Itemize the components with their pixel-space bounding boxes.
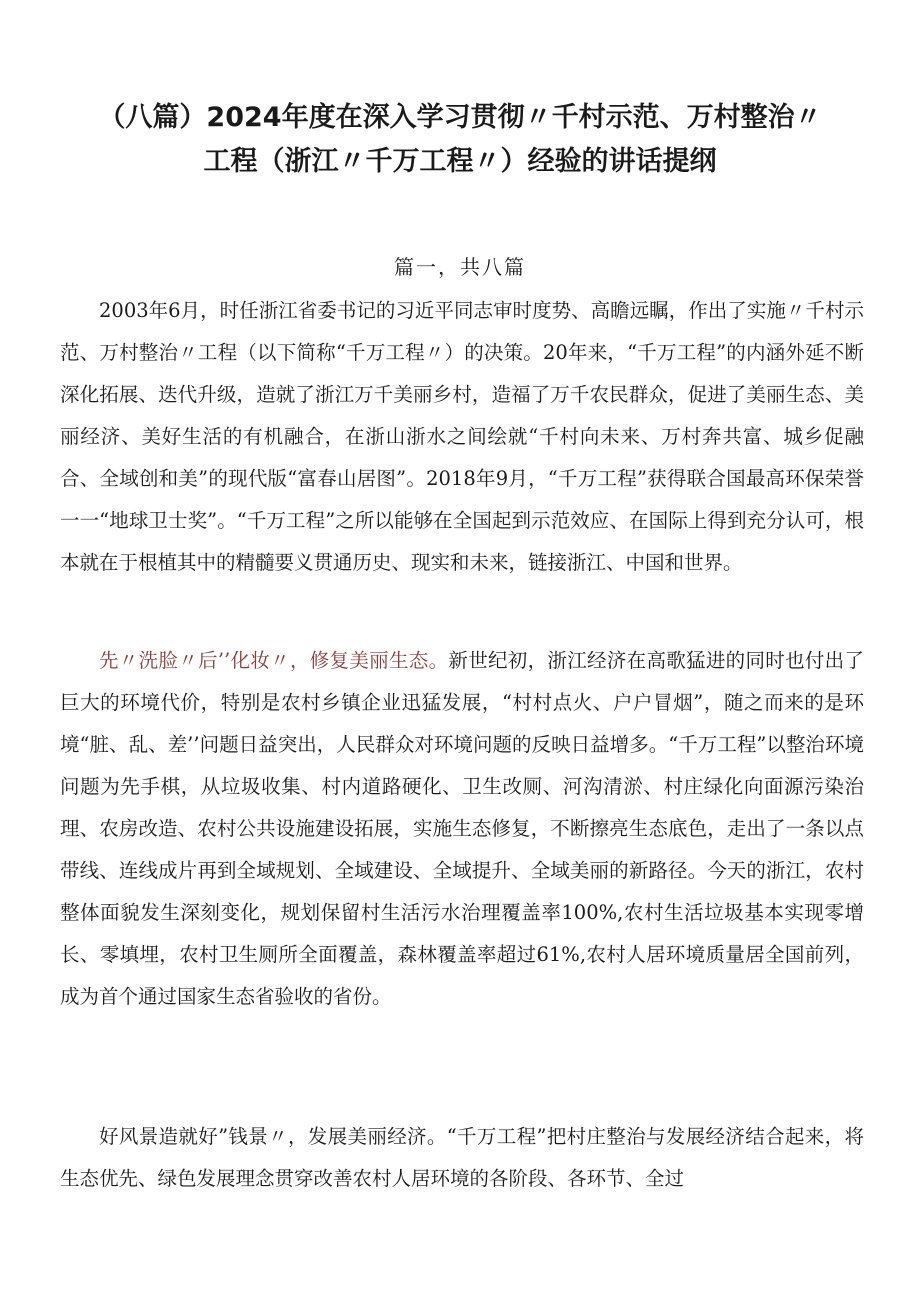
paragraph-1-text: 2003年6月，时任浙江省委书记的习近平同志审时度势、高瞻远瞩，作出了实施〃千村示范、万村整治〃工程（以下简称“千万工程〃）的决策。20年来，“千万工程”的内涵外延不断深化拓展、迭代升级，造就了浙江万千美丽乡村，造福了万千农民群众，促进了美丽生态、美丽经济、美好生活的有机融合，在浙山浙水之间绘就“千村向未来、万村奔共富、城乡促融合、全域创和美”的现代版“富春山居图”。2018年9月，“千万工程”获得联合国最高环保荣誉一一“地球卫士奖”。“千万工程”之所以能够在全国起到示范效应、在国际上得到充分认可，根本就在于根植其中的精髓要义贯通历史、现实和未来，链接浙江、中国和世界。 [60, 299, 864, 574]
paragraph-2 [60, 640, 864, 1018]
document-title [60, 96, 860, 184]
paragraph-2-text: 新世纪初，浙江经济在高歌猛进的同时也付出了巨大的环境代价，特别是农村乡镇企业迅猛发展，“村村点火、户户冒烟”，随之而来的是环境“脏、乱、差’’问题日益突出，人民群众对环境问题的反映日益增多。“千万工程”以整治环境问题为先手棋，从垃圾收集、村内道路硬化、卫生改厕、河沟清淤、村庄绿化向面源污染治理、农房改造、农村公共设施建设拓展，实施生态修复，不断擦亮生态底色，走出了一条以点带线、连线成片再到全域规划、全域建设、全域提升、全域美丽的新路径。今天的浙江，农村整体面貌发生深刻变化，规划保留村生活污水治理覆盖率100%,农村生活垃圾基本实现零增长、零填埋，农村卫生厕所全面覆盖，森林覆盖率超过61%,农村人居环境质量居全国前列，成为首个通过国家生态省验收的省份。 [60, 649, 864, 1008]
paragraph-3 [60, 1116, 864, 1200]
section-heading: 篇一，共八篇 [394, 255, 526, 279]
paragraph-1 [60, 290, 864, 584]
document-title-line-1: （八篇）2024年度在深入学习贯彻〃千村示范、万村整治〃 [98, 102, 822, 133]
paragraph-3-text: 好风景造就好”钱景〃，发展美丽经济。“千万工程”把村庄整治与发展经济结合起来，将生态优先、绿色发展理念贯穿改善农村人居环境的各阶段、各环节、全过 [60, 1125, 864, 1190]
paragraph-2-lead: 先〃洗脸〃后’’化妆〃，修复美丽生态。 [99, 649, 449, 672]
document-title-line-2: 工程（浙江〃千万工程〃）经验的讲话提纲 [203, 146, 717, 177]
